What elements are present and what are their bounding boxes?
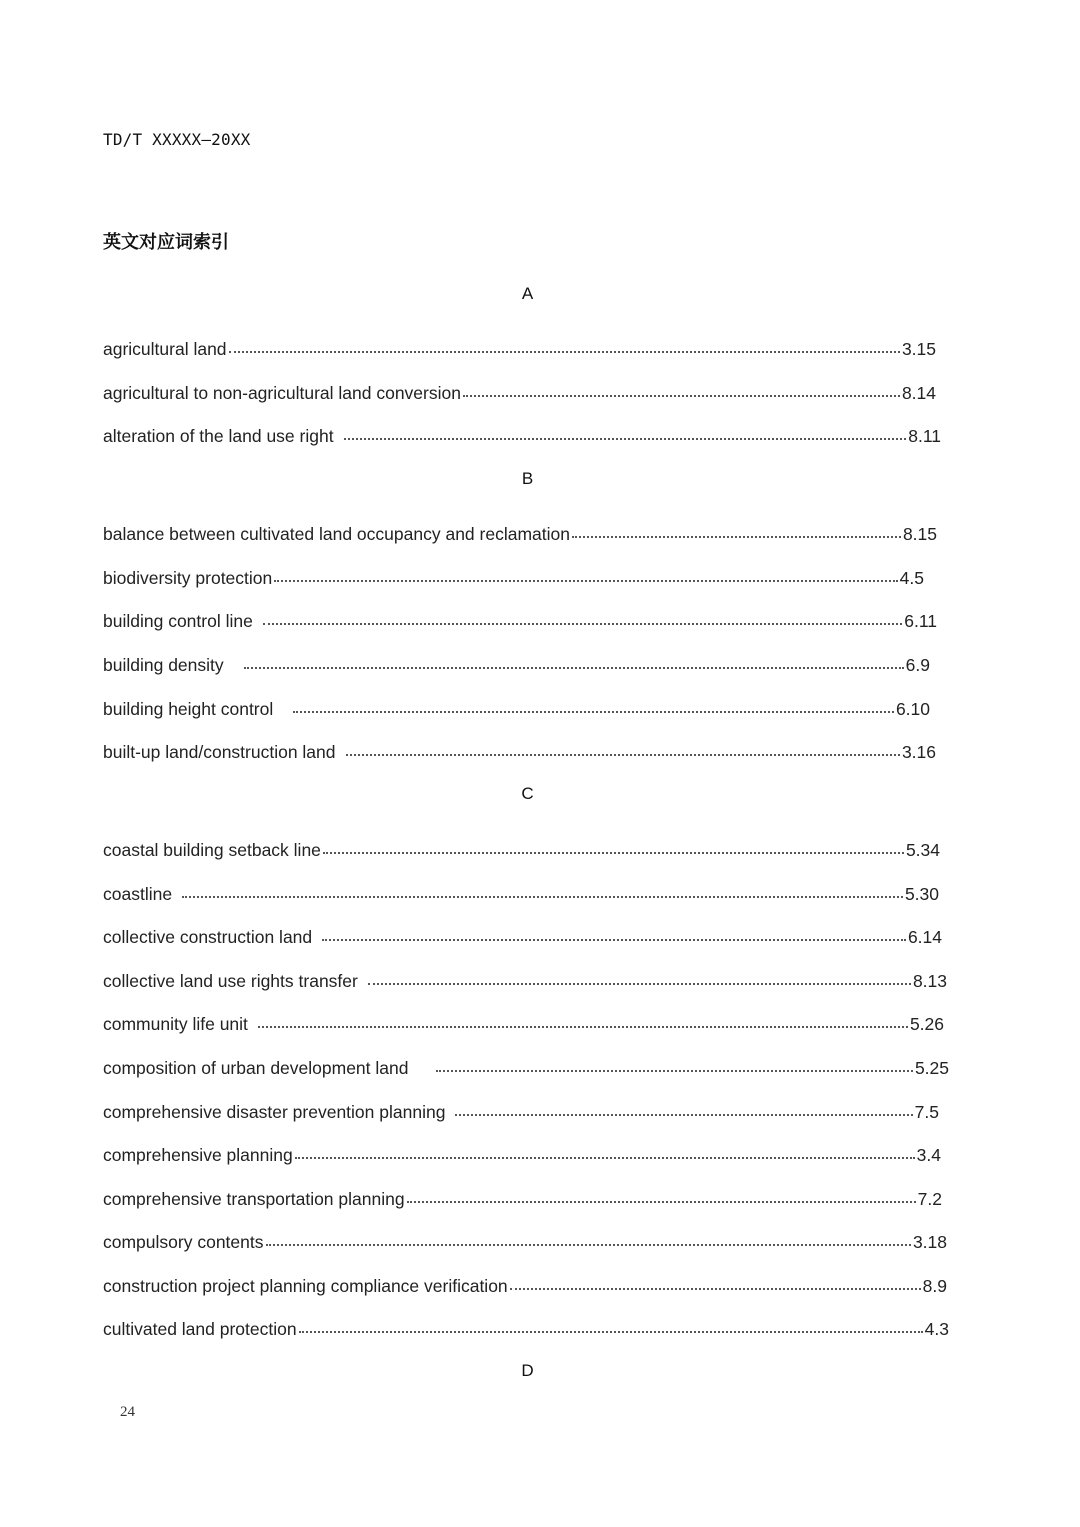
entry-ref: 3.4 — [916, 1145, 941, 1165]
dot-leader — [244, 667, 904, 669]
index-entry — [103, 1273, 947, 1297]
section-letter-d: D — [521, 1361, 534, 1380]
index-entry — [103, 1316, 949, 1340]
entry-term: comprehensive disaster prevention planning — [103, 1102, 446, 1122]
index-entry — [103, 1055, 949, 1079]
entry-ref: 7.2 — [917, 1189, 942, 1209]
dot-leader — [182, 896, 903, 898]
index-entry — [103, 608, 937, 632]
entry-term: coastline — [103, 884, 173, 904]
index-entry — [103, 739, 936, 763]
index-entry — [103, 521, 937, 545]
entry-ref: 5.30 — [904, 884, 939, 904]
entry-term: community life unit — [103, 1014, 248, 1034]
index-entry — [103, 1142, 941, 1166]
index-entry — [103, 565, 924, 589]
section-letter-a: A — [521, 284, 534, 303]
entry-ref: 4.5 — [899, 568, 924, 588]
standard-code: TD/T XXXXX—20XX — [103, 130, 251, 149]
entry-ref: 3.15 — [901, 339, 936, 359]
dot-leader — [346, 754, 900, 756]
entry-term: collective construction land — [103, 927, 313, 947]
entry-term: construction project planning compliance verification — [103, 1276, 508, 1296]
dot-leader — [344, 438, 907, 440]
entry-term: built-up land/construction land — [103, 742, 336, 762]
entry-term: comprehensive transportation planning — [103, 1189, 405, 1209]
entry-ref: 6.10 — [895, 699, 930, 719]
entry-term: building control line — [103, 611, 253, 631]
entry-term: coastal building setback line — [103, 840, 321, 860]
entry-ref: 7.5 — [914, 1102, 939, 1122]
entry-term: comprehensive planning — [103, 1145, 293, 1165]
entry-ref: 8.9 — [922, 1276, 947, 1296]
dot-leader — [299, 1331, 923, 1333]
dot-leader — [322, 939, 906, 941]
entry-term: agricultural land — [103, 339, 227, 359]
index-title: 英文对应词索引 — [103, 232, 229, 253]
entry-ref: 6.11 — [904, 611, 937, 631]
entry-ref: 5.25 — [914, 1058, 949, 1078]
dot-leader — [436, 1070, 912, 1072]
index-entry — [103, 924, 942, 948]
entry-term: agricultural to non-agricultural land conversion — [103, 383, 461, 403]
entry-ref: 4.3 — [924, 1319, 949, 1339]
index-entry — [103, 968, 947, 992]
page-number: 24 — [120, 1404, 135, 1420]
dot-leader — [266, 1244, 911, 1246]
dot-leader — [368, 983, 911, 985]
index-entry — [103, 423, 941, 447]
index-entry — [103, 1186, 942, 1210]
entry-ref: 8.14 — [901, 383, 936, 403]
index-entry — [103, 1099, 939, 1123]
entry-term: building height control — [103, 699, 274, 719]
entry-term: balance between cultivated land occupancy and reclamation — [103, 524, 570, 544]
dot-leader — [274, 580, 897, 582]
entry-term: alteration of the land use right — [103, 426, 334, 446]
entry-ref: 6.14 — [907, 927, 942, 947]
entry-term: composition of urban development land — [103, 1058, 409, 1078]
dot-leader — [258, 1026, 908, 1028]
entry-ref: 5.26 — [909, 1014, 944, 1034]
dot-leader — [263, 623, 902, 625]
index-entry — [103, 652, 930, 676]
section-letter-b: B — [521, 469, 534, 488]
index-entry — [103, 1011, 944, 1035]
dot-leader — [407, 1201, 916, 1203]
index-entry — [103, 336, 936, 360]
entry-term: collective land use rights transfer — [103, 971, 358, 991]
entry-ref: 8.11 — [908, 426, 941, 446]
index-entry — [103, 837, 940, 861]
entry-term: biodiversity protection — [103, 568, 273, 588]
dot-leader — [463, 395, 900, 397]
dot-leader — [323, 852, 904, 854]
dot-leader — [455, 1114, 912, 1116]
entry-ref: 3.16 — [901, 742, 936, 762]
entry-term: compulsory contents — [103, 1232, 264, 1252]
index-entry — [103, 696, 930, 720]
index-entry — [103, 881, 939, 905]
dot-leader — [510, 1288, 921, 1290]
entry-ref: 8.15 — [902, 524, 937, 544]
entry-ref: 6.9 — [905, 655, 930, 675]
index-entry — [103, 380, 936, 404]
index-entry — [103, 1229, 947, 1253]
entry-ref: 3.18 — [912, 1232, 947, 1252]
dot-leader — [229, 351, 900, 353]
entry-term: cultivated land protection — [103, 1319, 297, 1339]
dot-leader — [295, 1157, 915, 1159]
dot-leader — [293, 711, 894, 713]
dot-leader — [572, 536, 901, 538]
entry-term: building density — [103, 655, 224, 675]
section-letter-c: C — [521, 784, 534, 803]
entry-ref: 5.34 — [905, 840, 940, 860]
entry-ref: 8.13 — [912, 971, 947, 991]
